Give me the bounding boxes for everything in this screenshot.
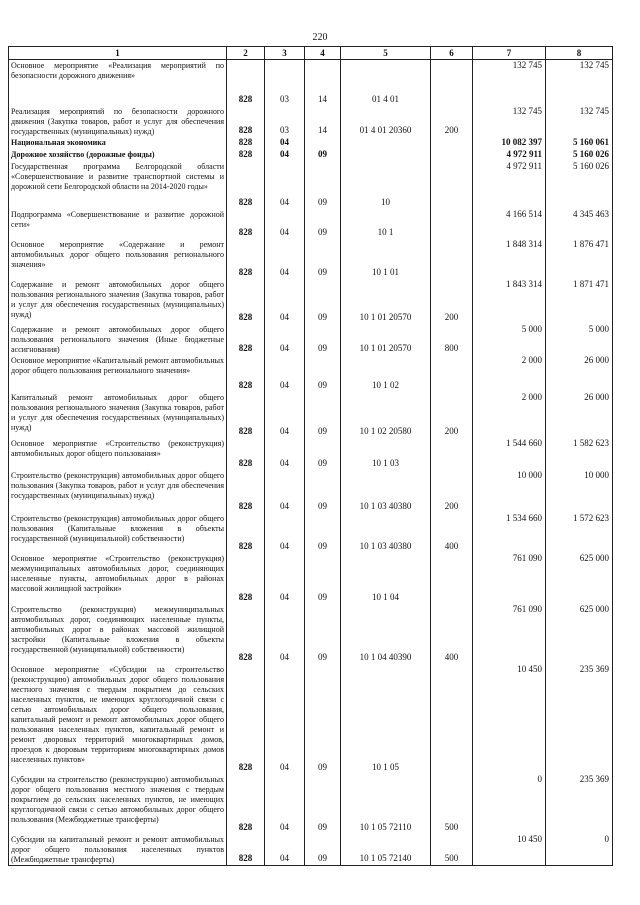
row-section-code: 04 (265, 664, 305, 774)
row-description: Субсидии на строительство (реконструкцию) автомобильных дорог общего пользования местного значения с твердым покрытием до сельских населенных пунктов, не имеющих круглогодичной связи с сетью автомобильных дорог общего пользования (Межбюджетные трансферты) (9, 774, 227, 834)
row-amount-year-1: 5 000 (473, 324, 546, 355)
row-amount-year-2: 1 572 623 (546, 513, 613, 553)
row-target-article (341, 137, 431, 149)
row-amount-year-2: 26 000 (546, 392, 613, 438)
row-target-article: 10 1 05 72110 (341, 774, 431, 834)
row-description: Строительство (реконструкция) межмуниципальных автомобильных дорог, соединяющих населенные пункты, автомобильных дорог в районах массовой жилищной застройки (Капитальные вложения в объекты государственной (муниципальной) собственности) (9, 604, 227, 664)
row-description: Содержание и ремонт автомобильных дорог общего пользования регионального значения (Иные бюджетные ассигнования) (9, 324, 227, 355)
row-section-code: 04 (265, 209, 305, 239)
row-expense-type (431, 438, 473, 470)
row-description: Государственная программа Белгородской области «Совершенствование и развитие транспортной системы и дорожной сети Белгородской области на 2014-2020 годы» (9, 161, 227, 209)
row-amount-year-2: 625 000 (546, 553, 613, 604)
row-amount-year-2: 0 (546, 834, 613, 866)
row-subsection-code: 09 (305, 774, 341, 834)
row-section-code: 04 (265, 438, 305, 470)
row-amount-year-2: 1 876 471 (546, 239, 613, 279)
row-amount-year-1: 1 534 660 (473, 513, 546, 553)
row-amount-year-2: 235 369 (546, 774, 613, 834)
table-row (9, 239, 613, 279)
row-amount-year-2: 5 000 (546, 324, 613, 355)
row-expense-type: 400 (431, 604, 473, 664)
row-amount-year-1: 761 090 (473, 553, 546, 604)
row-section-code: 03 (265, 60, 305, 106)
row-amount-year-1: 132 745 (473, 60, 546, 106)
row-target-article: 10 1 03 (341, 438, 431, 470)
row-subsection-code: 09 (305, 470, 341, 513)
row-section-code: 04 (265, 604, 305, 664)
row-ministry-code: 828 (227, 553, 265, 604)
row-target-article: 01 4 01 (341, 60, 431, 106)
row-amount-year-1: 10 082 397 (473, 137, 546, 149)
row-target-article: 10 1 05 72140 (341, 834, 431, 866)
row-amount-year-2: 235 369 (546, 664, 613, 774)
row-description: Основное мероприятие «Строительство (реконструкция) межмуниципальных автомобильных дорог, соединяющих населенные пункты, автомобильных дорог в районах массовой жилищной застройки» (9, 553, 227, 604)
row-ministry-code: 828 (227, 149, 265, 161)
table-row (9, 392, 613, 438)
row-description: Дорожное хозяйство (дорожные фонды) (9, 149, 227, 161)
row-section-code: 04 (265, 137, 305, 149)
row-target-article: 10 1 02 (341, 355, 431, 392)
row-expense-type (431, 239, 473, 279)
row-description: Субсидии на капитальный ремонт и ремонт автомобильных дорог общего пользования населенных пунктов (Межбюджетные трансферты) (9, 834, 227, 866)
table-row (9, 774, 613, 834)
table-row (9, 438, 613, 470)
row-subsection-code: 14 (305, 60, 341, 106)
row-expense-type (431, 355, 473, 392)
row-expense-type: 400 (431, 513, 473, 553)
col-header-5: 5 (341, 47, 431, 60)
row-subsection-code: 09 (305, 513, 341, 553)
row-amount-year-1: 4 166 514 (473, 209, 546, 239)
row-subsection-code: 09 (305, 209, 341, 239)
row-description: Строительство (реконструкция) автомобильных дорог общего пользования (Закупка товаров, работ и услуг для обеспечения государственных (муниципальных) нужд) (9, 470, 227, 513)
row-ministry-code: 828 (227, 324, 265, 355)
table-row (9, 60, 613, 106)
row-section-code: 04 (265, 324, 305, 355)
row-ministry-code: 828 (227, 438, 265, 470)
table-row (9, 470, 613, 513)
row-section-code: 04 (265, 239, 305, 279)
row-amount-year-1: 10 450 (473, 834, 546, 866)
row-expense-type (431, 664, 473, 774)
row-expense-type: 200 (431, 106, 473, 137)
table-row (9, 137, 613, 149)
row-amount-year-1: 2 000 (473, 392, 546, 438)
row-section-code: 04 (265, 355, 305, 392)
row-target-article: 10 1 01 20570 (341, 324, 431, 355)
row-section-code: 04 (265, 279, 305, 324)
row-section-code: 04 (265, 392, 305, 438)
row-section-code: 04 (265, 161, 305, 209)
row-amount-year-2: 1 871 471 (546, 279, 613, 324)
table-row (9, 355, 613, 392)
row-description: Строительство (реконструкция) автомобильных дорог общего пользования (Капитальные вложения в объекты государственной (муниципальной) собственности) (9, 513, 227, 553)
row-expense-type (431, 137, 473, 149)
col-header-4: 4 (305, 47, 341, 60)
row-description: Основное мероприятие «Содержание и ремонт автомобильных дорог общего пользования регионального значения» (9, 239, 227, 279)
row-ministry-code: 828 (227, 834, 265, 866)
row-ministry-code: 828 (227, 161, 265, 209)
table-row (9, 664, 613, 774)
row-amount-year-2: 10 000 (546, 470, 613, 513)
col-header-7: 7 (473, 47, 546, 60)
row-description: Основное мероприятие «Субсидии на строительство (реконструкцию) автомобильных дорог общего пользования местного значения с твердым покрытием до сельских населенных пунктов, не имеющих круглогодичной связи с сетью автомобильных дорог общего пользования, капитальный ремонт и ремонт автомобильных дорог общего пользования населенных пунктов, капитальный ремонт и ремонт дворовых территорий многоквартирных домов, проездов к дворовым территориям многоквартирных домов населенных пунктов» (9, 664, 227, 774)
row-amount-year-1: 132 745 (473, 106, 546, 137)
row-ministry-code: 828 (227, 106, 265, 137)
table-row (9, 513, 613, 553)
row-expense-type (431, 553, 473, 604)
row-expense-type: 800 (431, 324, 473, 355)
row-subsection-code: 09 (305, 279, 341, 324)
table-row (9, 149, 613, 161)
header-row (9, 47, 613, 60)
row-section-code: 04 (265, 470, 305, 513)
row-section-code: 04 (265, 834, 305, 866)
page-number: 220 (312, 32, 328, 43)
row-subsection-code: 09 (305, 392, 341, 438)
row-target-article: 10 1 04 (341, 553, 431, 604)
row-target-article: 10 1 03 40380 (341, 513, 431, 553)
row-description: Реализация мероприятий по безопасности дорожного движения (Закупка товаров, работ и услуг для обеспечения государственных (муниципальных) нужд) (9, 106, 227, 137)
row-description: Содержание и ремонт автомобильных дорог общего пользования регионального значения (Закупка товаров, работ и услуг для обеспечения государственных (муниципальных) нужд) (9, 279, 227, 324)
row-expense-type: 200 (431, 470, 473, 513)
row-section-code: 04 (265, 553, 305, 604)
row-ministry-code: 828 (227, 239, 265, 279)
row-expense-type (431, 149, 473, 161)
table-body (9, 60, 613, 866)
row-subsection-code: 09 (305, 161, 341, 209)
col-header-2: 2 (227, 47, 265, 60)
col-header-8: 8 (546, 47, 613, 60)
row-ministry-code: 828 (227, 513, 265, 553)
row-description: Подпрограмма «Совершенствование и развитие дорожной сети» (9, 209, 227, 239)
row-expense-type: 200 (431, 392, 473, 438)
table-row (9, 106, 613, 137)
row-subsection-code: 09 (305, 438, 341, 470)
row-subsection-code: 09 (305, 239, 341, 279)
row-amount-year-2: 5 160 026 (546, 161, 613, 209)
row-description: Основное мероприятие «Реализация мероприятий по безопасности дорожного движения» (9, 60, 227, 106)
col-header-1: 1 (9, 47, 227, 60)
row-subsection-code: 09 (305, 324, 341, 355)
row-expense-type (431, 161, 473, 209)
row-target-article: 10 1 01 20570 (341, 279, 431, 324)
table-row (9, 209, 613, 239)
row-amount-year-1: 2 000 (473, 355, 546, 392)
row-section-code: 03 (265, 106, 305, 137)
row-subsection-code: 09 (305, 553, 341, 604)
row-subsection-code: 09 (305, 604, 341, 664)
row-expense-type: 200 (431, 279, 473, 324)
row-amount-year-2: 5 160 061 (546, 137, 613, 149)
row-amount-year-1: 761 090 (473, 604, 546, 664)
row-target-article: 10 1 (341, 209, 431, 239)
table-row (9, 834, 613, 866)
row-amount-year-2: 5 160 026 (546, 149, 613, 161)
table-row (9, 161, 613, 209)
row-amount-year-2: 132 745 (546, 60, 613, 106)
col-header-3: 3 (265, 47, 305, 60)
row-expense-type (431, 60, 473, 106)
row-ministry-code: 828 (227, 604, 265, 664)
table-row (9, 604, 613, 664)
row-ministry-code: 828 (227, 209, 265, 239)
row-expense-type (431, 209, 473, 239)
row-amount-year-2: 26 000 (546, 355, 613, 392)
budget-table (8, 46, 613, 866)
row-amount-year-1: 4 972 911 (473, 161, 546, 209)
row-amount-year-1: 0 (473, 774, 546, 834)
row-target-article: 10 1 05 (341, 664, 431, 774)
row-amount-year-1: 4 972 911 (473, 149, 546, 161)
row-ministry-code: 828 (227, 279, 265, 324)
row-amount-year-2: 132 745 (546, 106, 613, 137)
row-amount-year-1: 10 000 (473, 470, 546, 513)
row-target-article (341, 149, 431, 161)
row-section-code: 04 (265, 149, 305, 161)
row-description: Основное мероприятие «Капитальный ремонт автомобильных дорог общего пользования регионального значения» (9, 355, 227, 392)
row-target-article: 10 (341, 161, 431, 209)
row-amount-year-2: 625 000 (546, 604, 613, 664)
row-target-article: 01 4 01 20360 (341, 106, 431, 137)
row-description: Капитальный ремонт автомобильных дорог общего пользования регионального значения (Закупка товаров, работ и услуг для обеспечения государственных (муниципальных) нужд) (9, 392, 227, 438)
row-target-article: 10 1 01 (341, 239, 431, 279)
row-section-code: 04 (265, 774, 305, 834)
row-amount-year-1: 1 843 314 (473, 279, 546, 324)
row-target-article: 10 1 03 40380 (341, 470, 431, 513)
row-subsection-code: 09 (305, 355, 341, 392)
row-subsection-code: 09 (305, 149, 341, 161)
row-subsection-code (305, 137, 341, 149)
table-row (9, 279, 613, 324)
row-ministry-code: 828 (227, 774, 265, 834)
row-ministry-code: 828 (227, 470, 265, 513)
table-row (9, 553, 613, 604)
row-ministry-code: 828 (227, 60, 265, 106)
col-header-6: 6 (431, 47, 473, 60)
row-description: Национальная экономика (9, 137, 227, 149)
row-amount-year-2: 1 582 623 (546, 438, 613, 470)
row-amount-year-1: 10 450 (473, 664, 546, 774)
row-ministry-code: 828 (227, 137, 265, 149)
row-ministry-code: 828 (227, 392, 265, 438)
table-row (9, 324, 613, 355)
row-subsection-code: 09 (305, 664, 341, 774)
row-subsection-code: 09 (305, 834, 341, 866)
row-ministry-code: 828 (227, 355, 265, 392)
row-amount-year-2: 4 345 463 (546, 209, 613, 239)
row-target-article: 10 1 02 20580 (341, 392, 431, 438)
row-amount-year-1: 1 544 660 (473, 438, 546, 470)
row-description: Основное мероприятие «Строительство (реконструкция) автомобильных дорог общего пользования» (9, 438, 227, 470)
row-section-code: 04 (265, 513, 305, 553)
row-expense-type: 500 (431, 834, 473, 866)
row-expense-type: 500 (431, 774, 473, 834)
row-ministry-code: 828 (227, 664, 265, 774)
row-target-article: 10 1 04 40390 (341, 604, 431, 664)
row-amount-year-1: 1 848 314 (473, 239, 546, 279)
row-subsection-code: 14 (305, 106, 341, 137)
